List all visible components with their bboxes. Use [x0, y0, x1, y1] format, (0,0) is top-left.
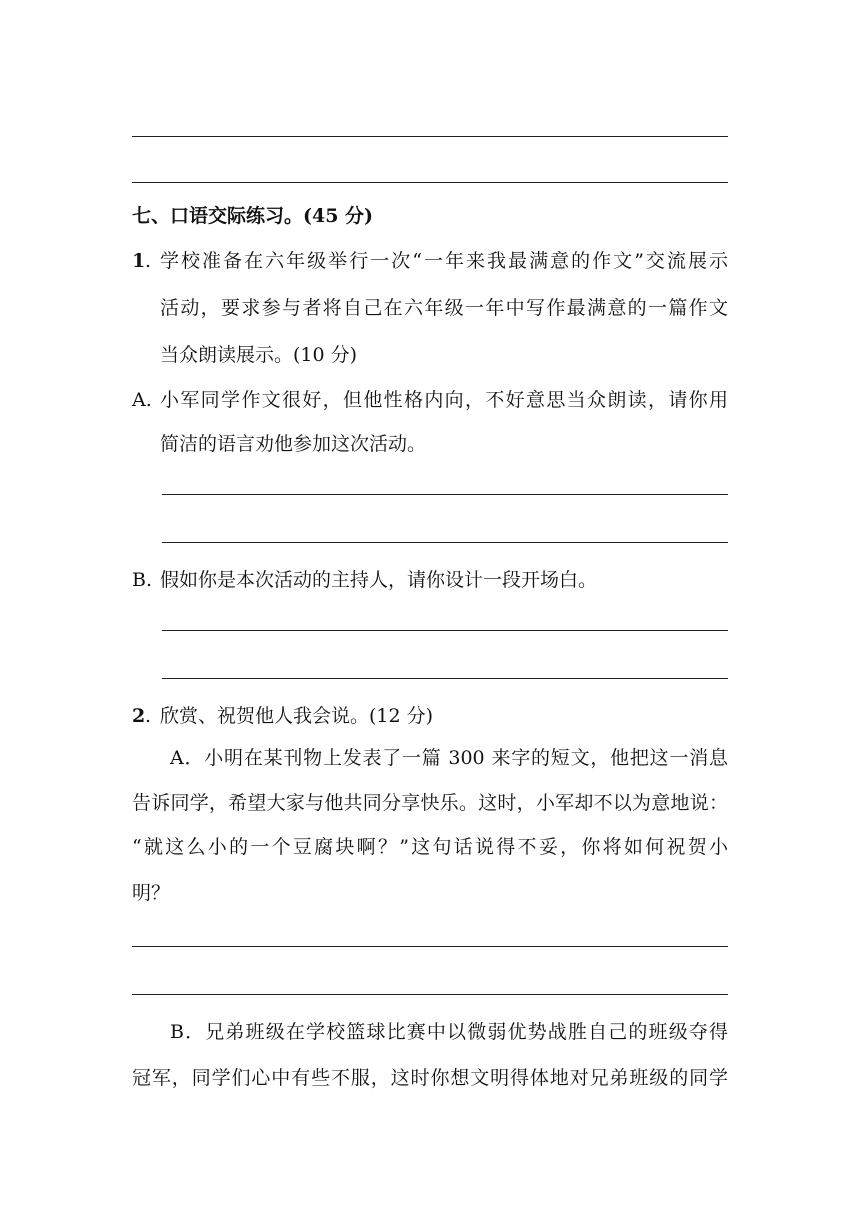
- question-1a-text-line: 简洁的语言劝他参加这次活动。: [160, 433, 427, 455]
- question-1-text-line: 学校准备在六年级举行一次“一年来我最满意的作文”交流展示: [160, 250, 728, 272]
- section-title: 七、口语交际练习。(45 分): [132, 205, 374, 227]
- question-1a-text-line: 小军同学作文很好，但他性格内向，不好意思当众朗读，请你用: [160, 389, 728, 411]
- answer-line[interactable]: [162, 494, 728, 495]
- question-2-number: 2: [132, 705, 146, 727]
- question-1-text-line: 当众朗读展示。(10 分): [160, 344, 358, 366]
- question-2a-text-line: A．小明在某刊物上发表了一篇 300 来字的短文，他把这一消息: [170, 747, 728, 769]
- answer-line[interactable]: [132, 994, 728, 995]
- answer-line[interactable]: [132, 182, 728, 183]
- question-1-number-dot: .: [145, 250, 152, 272]
- question-2-number-dot: .: [145, 705, 152, 727]
- question-2a-text-line: “就这么小的一个豆腐块啊？”这句话说得不妥，你将如何祝贺小: [132, 836, 728, 858]
- question-2b-text-line: B．兄弟班级在学校篮球比赛中以微弱优势战胜自己的班级夺得: [170, 1021, 728, 1043]
- question-1-text-line: 活动，要求参与者将自己在六年级一年中写作最满意的一篇作文: [160, 297, 728, 319]
- question-1-number: 1: [132, 250, 146, 272]
- answer-line[interactable]: [162, 630, 728, 631]
- answer-line[interactable]: [162, 542, 728, 543]
- answer-line[interactable]: [132, 136, 728, 137]
- question-1b-text-line: 假如你是本次活动的主持人，请你设计一段开场白。: [160, 569, 598, 591]
- question-2b-text-line: 冠军，同学们心中有些不服，这时你想文明得体地对兄弟班级的同学: [132, 1067, 728, 1089]
- answer-line[interactable]: [162, 678, 728, 679]
- answer-line[interactable]: [132, 946, 728, 947]
- question-2a-text-line: 明？: [132, 882, 171, 904]
- question-2a-text-line: 告诉同学，希望大家与他共同分享快乐。这时，小军却不以为意地说：: [132, 792, 728, 814]
- question-2-title: 欣赏、祝贺他人我会说。(12 分): [160, 705, 434, 727]
- question-1b-label: B.: [132, 569, 153, 591]
- question-1a-label: A.: [132, 389, 152, 411]
